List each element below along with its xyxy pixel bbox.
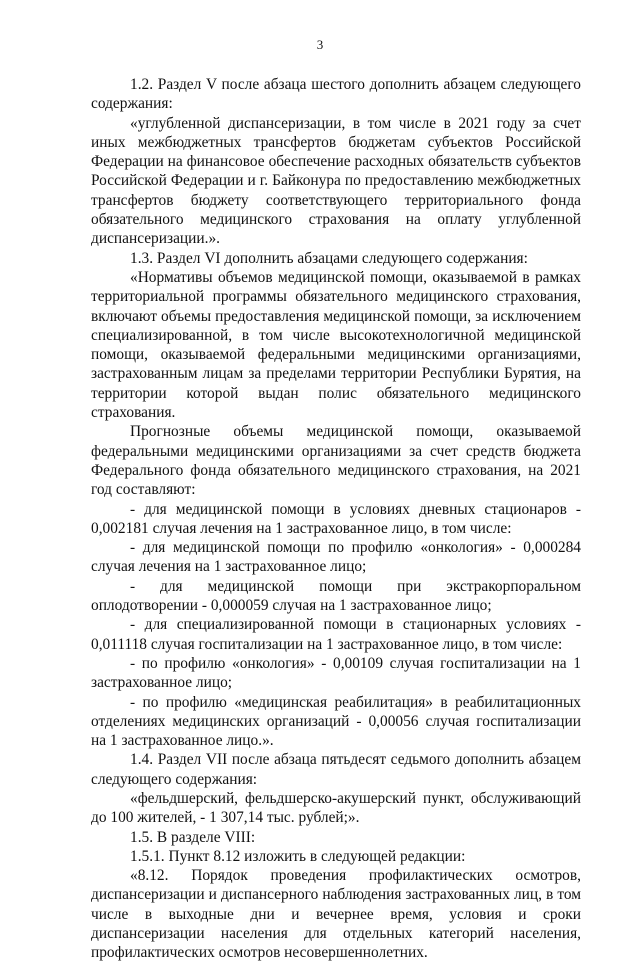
list-item-rehabilitation: - по профилю «медицинская реабилитация» в реабилитационных отделениях медицинских организаций - 0,00056 случая госпитализации на 1 застрахованное лицо.». — [91, 693, 581, 750]
paragraph-quote-volume-norms: «Нормативы объемов медицинской помощи, оказываемой в рамках территориальной программы обязательного медицинского страхования, включают объемы предоставления медицинской помощи, за исключением специализированной, в том числе высокотехнологичной медицинской помощи, оказываемой федеральными медицинскими организациями, застрахованным лицам за пределами территории Республики Бурятия, на территории которой выдан полис обязательного медицинского страхования. — [91, 268, 581, 422]
paragraph-1-4-heading: 1.4. Раздел VII после абзаца пятьдесят седьмого дополнить абзацем следующего содержания: — [91, 751, 581, 788]
document-body — [91, 75, 581, 963]
page-number: 3 — [316, 37, 324, 52]
paragraph-quote-8-12: «8.12. Порядок проведения профилактических осмотров, диспансеризации и диспансерного наблюдения застрахованных лиц, в том числе в выходные дни и вечернее время, условия и сроки диспансеризации населения для отдельных категорий населения, профилактических осмотров несовершеннолетних. — [91, 867, 581, 962]
paragraph-forecast-volumes: Прогнозные объемы медицинской помощи, оказываемой федеральными медицинскими организациями за счет средств бюджета Федерального фонда обязательного медицинского страхования, на 2021 год составляют: — [91, 423, 581, 499]
list-item-inpatient: - для специализированной помощи в стационарных условиях - 0,011118 случая госпитализации на 1 застрахованное лицо, в том числе: — [91, 616, 581, 653]
paragraph-quote-in-depth-screening: «углубленной диспансеризации, в том числе в 2021 году за счет иных межбюджетных трансфертов бюджетам субъектов Российской Федерации на финансовое обеспечение расходных обязательств субъектов Российской Федерации и г. Байконура по предоставлению межбюджетных трансфертов бюджету соответствующего территориального фонда обязательного медицинского страхования на оплату углубленной диспансеризации.». — [91, 114, 581, 248]
list-item-ivf: - для медицинской помощи при экстракорпоральном оплодотворении - 0,000059 случая на 1 застрахованное лицо; — [91, 577, 581, 615]
list-item-day-hospital: - для медицинской помощи в условиях дневных стационаров - 0,002181 случая лечения на 1 застрахованное лицо, в том числе: — [91, 500, 581, 537]
paragraph-quote-feldsher-point: «фельдшерский, фельдшерско-акушерский пункт, обслуживающий до 100 жителей, - 1 307,14 тыс. рублей;». — [91, 789, 581, 827]
list-item-oncology-inpatient: - по профилю «онкология» - 0,00109 случая госпитализации на 1 застрахованное лицо; — [91, 654, 581, 692]
paragraph-1-2-heading: 1.2. Раздел V после абзаца шестого дополнить абзацем следующего содержания: — [91, 76, 581, 113]
paragraph-1-5-heading: 1.5. В разделе VIII: — [130, 828, 256, 846]
paragraph-1-5-1-heading: 1.5.1. Пункт 8.12 изложить в следующей редакции: — [130, 847, 466, 865]
paragraph-1-3-heading: 1.3. Раздел VI дополнить абзацами следующего содержания: — [130, 249, 528, 267]
list-item-oncology-day: - для медицинской помощи по профилю «онкология» - 0,000284 случая лечения на 1 застрахованное лицо; — [91, 539, 581, 576]
